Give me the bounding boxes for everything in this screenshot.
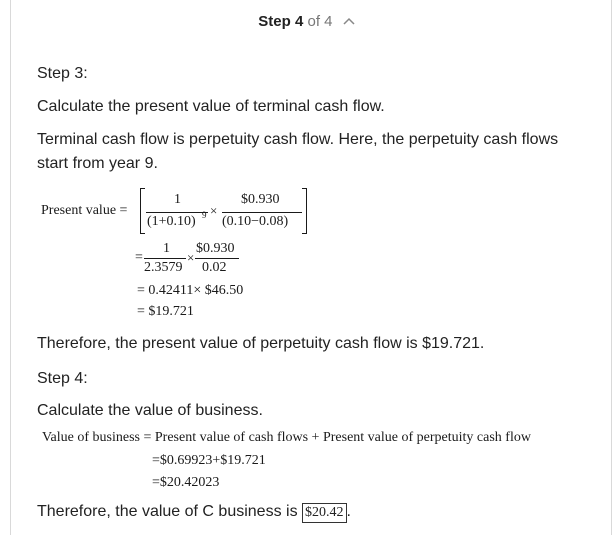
step3-conclusion: Therefore, the present value of perpetuity cash flow is $19.721. — [37, 335, 485, 352]
step4-title: Step 4: — [37, 370, 88, 387]
pv-line2-frac1-denominator: 2.3579 — [144, 260, 183, 275]
pv-frac1-line — [146, 212, 208, 213]
pv-line2-times: × — [187, 250, 195, 265]
vb-line2: =$0.69923+$19.721 — [152, 453, 266, 468]
step-label: Step 4 — [258, 13, 304, 30]
step3-title: Step 3: — [37, 65, 88, 82]
pv-frac1-denominator: (1+0.10) — [147, 214, 196, 229]
pv-frac1-numerator: 1 — [174, 192, 181, 207]
pv-times: × — [210, 203, 218, 218]
pv-label: Present value = — [41, 203, 128, 218]
solution-panel — [10, 0, 612, 535]
step-total: of 4 — [307, 13, 333, 30]
pv-line3: = 0.42411× $46.50 — [137, 283, 244, 298]
right-bracket — [302, 188, 307, 234]
pv-line2-eq: = — [135, 250, 143, 265]
pv-frac2-line — [222, 212, 302, 213]
final-conclusion — [37, 500, 351, 524]
pv-line4: = $19.721 — [137, 304, 194, 319]
step-header-toggle[interactable] — [0, 12, 613, 32]
pv-line2-frac2-denominator: 0.02 — [202, 260, 227, 275]
chevron-up-icon[interactable] — [343, 11, 355, 31]
pv-line2-frac1-numerator: 1 — [163, 241, 170, 256]
final-answer-box: $20.42 — [302, 503, 347, 523]
pv-frac2-denominator: (0.10−0.08) — [222, 214, 289, 229]
final-suffix: . — [346, 503, 351, 520]
step3-instruction: Calculate the present value of terminal cash flow. — [37, 98, 385, 115]
final-prefix: Therefore, the value of C business is — [37, 503, 298, 520]
left-bracket — [140, 188, 145, 234]
pv-frac1-exponent: 9 — [202, 210, 207, 220]
vb-line1: Value of business = Present value of cash flows + Present value of perpetuity cash flow — [42, 430, 531, 445]
vb-line3: =$20.42023 — [152, 475, 220, 490]
pv-frac2-numerator: $0.930 — [241, 192, 280, 207]
step3-explanation-line1: Terminal cash flow is perpetuity cash flow. Here, the perpetuity cash flows — [37, 131, 559, 148]
step3-explanation-line2: start from year 9. — [37, 155, 158, 172]
pv-line2-frac2-line — [195, 258, 239, 259]
pv-line2-frac1-line — [144, 258, 186, 259]
step4-instruction: Calculate the value of business. — [37, 402, 263, 419]
pv-line2-frac2-numerator: $0.930 — [196, 241, 235, 256]
